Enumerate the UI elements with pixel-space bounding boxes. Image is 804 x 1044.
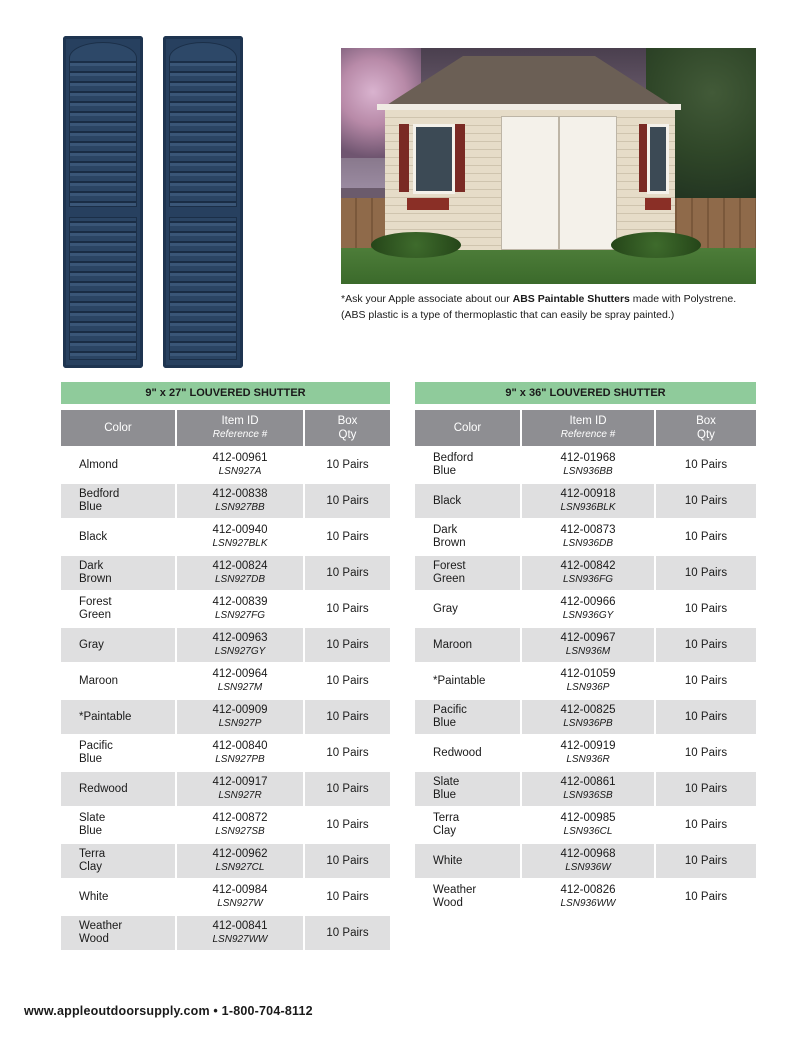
reference-number: LSN927FG <box>214 610 266 621</box>
item-number: 412-00841 <box>212 920 268 932</box>
color-line1: Weather <box>433 884 477 896</box>
cell-color <box>61 448 175 482</box>
color-line2: Blue <box>433 717 457 729</box>
cell-box-qty <box>656 844 756 878</box>
table-row <box>61 448 390 482</box>
qty-value: 10 Pairs <box>326 638 369 651</box>
item-number: 412-00872 <box>212 812 268 824</box>
color-line2: Brown <box>79 573 112 585</box>
qty-value: 10 Pairs <box>326 674 369 687</box>
item-number: 412-00842 <box>560 560 616 572</box>
table-row <box>61 520 390 554</box>
cell-item-id <box>177 700 303 734</box>
reference-number: LSN936DB <box>562 538 614 549</box>
qty-value: 10 Pairs <box>326 926 369 939</box>
cell-color <box>415 700 520 734</box>
item-number: 412-00961 <box>212 452 268 464</box>
qty-value: 10 Pairs <box>684 566 728 579</box>
cell-color <box>415 808 520 842</box>
cell-box-qty <box>656 736 756 770</box>
qty-value: 10 Pairs <box>326 890 369 903</box>
item-number: 412-01968 <box>560 452 616 464</box>
color-line2: Clay <box>433 825 457 837</box>
shutter-image-right <box>163 36 243 368</box>
qty-value: 10 Pairs <box>326 854 369 867</box>
color-line2: Green <box>433 573 465 585</box>
table-row <box>415 628 756 662</box>
table-row <box>415 556 756 590</box>
cell-color <box>415 556 520 590</box>
table-row <box>415 484 756 518</box>
cell-item-id <box>177 448 303 482</box>
item-number: 412-01059 <box>560 668 616 680</box>
cell-color <box>415 592 520 626</box>
item-number: 412-00861 <box>560 776 616 788</box>
table-row <box>61 556 390 590</box>
cell-color <box>61 700 175 734</box>
cell-box-qty <box>305 700 390 734</box>
shutter-image-left <box>63 36 143 368</box>
table-36in <box>415 382 756 914</box>
item-number: 412-00873 <box>560 524 616 536</box>
qty-value: 10 Pairs <box>684 710 728 723</box>
color-line1: White <box>433 854 463 867</box>
item-number: 412-00985 <box>560 812 616 824</box>
table-row <box>61 916 390 950</box>
cell-item-id <box>522 772 654 806</box>
color-line2: Blue <box>79 501 103 513</box>
color-line1: Terra <box>433 812 460 824</box>
cell-box-qty <box>656 448 756 482</box>
cell-item-id <box>522 484 654 518</box>
cell-item-id <box>522 556 654 590</box>
qty-value: 10 Pairs <box>684 782 728 795</box>
cell-box-qty <box>305 736 390 770</box>
reference-number: LSN936CL <box>563 826 613 837</box>
cell-item-id <box>522 880 654 914</box>
reference-number: LSN936M <box>565 646 611 657</box>
color-line1: Slate <box>433 776 460 788</box>
reference-number: LSN927P <box>218 718 262 729</box>
item-number: 412-00919 <box>560 740 616 752</box>
cell-color <box>61 880 175 914</box>
qty-value: 10 Pairs <box>326 818 369 831</box>
cell-item-id <box>177 484 303 518</box>
color-line2: Wood <box>433 897 463 909</box>
item-number: 412-00917 <box>212 776 268 788</box>
reference-number: LSN927PB <box>215 754 265 765</box>
color-line1: Forest <box>433 560 466 572</box>
cell-box-qty <box>656 556 756 590</box>
table-header <box>415 410 756 446</box>
item-number: 412-00966 <box>560 596 616 608</box>
cell-box-qty <box>305 772 390 806</box>
item-number: 412-00909 <box>212 704 268 716</box>
table-row <box>61 772 390 806</box>
color-line1: Slate <box>79 812 106 824</box>
cell-color <box>61 916 175 950</box>
cell-color <box>415 484 520 518</box>
cell-color <box>61 736 175 770</box>
cell-color <box>415 628 520 662</box>
caption-prefix: *Ask your Apple associate about our <box>341 293 513 305</box>
cell-box-qty <box>305 592 390 626</box>
table-row <box>61 880 390 914</box>
cell-item-id <box>177 916 303 950</box>
item-number: 412-00918 <box>560 488 616 500</box>
cell-color <box>415 844 520 878</box>
cell-color <box>61 808 175 842</box>
cell-color <box>415 448 520 482</box>
cell-box-qty <box>305 628 390 662</box>
cell-box-qty <box>656 592 756 626</box>
cell-color <box>61 484 175 518</box>
qty-value: 10 Pairs <box>684 890 728 903</box>
table-row <box>415 844 756 878</box>
cell-item-id <box>177 880 303 914</box>
qty-value: 10 Pairs <box>684 458 728 471</box>
color-line1: Forest <box>79 596 112 608</box>
table-row <box>61 628 390 662</box>
cell-box-qty <box>656 880 756 914</box>
cell-color <box>415 880 520 914</box>
cell-box-qty <box>656 628 756 662</box>
cell-color <box>61 592 175 626</box>
item-number: 412-00825 <box>560 704 616 716</box>
table-row <box>415 664 756 698</box>
cell-color <box>61 520 175 554</box>
reference-number: LSN936R <box>566 754 610 765</box>
color-line1: Maroon <box>433 638 472 651</box>
item-number: 412-00826 <box>560 884 616 896</box>
caption-suffix: made with Polystrene. <box>629 293 737 305</box>
header-item-id: Item ID Reference # <box>522 410 654 446</box>
cell-item-id <box>177 520 303 554</box>
qty-value: 10 Pairs <box>326 530 369 543</box>
color-line2: Brown <box>433 537 466 549</box>
table-row <box>415 736 756 770</box>
item-number: 412-00967 <box>560 632 616 644</box>
table-row <box>415 448 756 482</box>
cell-box-qty <box>305 664 390 698</box>
cell-color <box>61 556 175 590</box>
cell-color <box>61 628 175 662</box>
cell-box-qty <box>305 520 390 554</box>
cell-item-id <box>177 808 303 842</box>
color-line1: Dark <box>433 524 458 536</box>
color-line2: Blue <box>433 465 457 477</box>
header-color: Color <box>61 410 175 446</box>
cell-box-qty <box>656 664 756 698</box>
cell-box-qty <box>305 484 390 518</box>
item-number: 412-00984 <box>212 884 268 896</box>
color-line1: Gray <box>79 638 104 651</box>
reference-number: LSN927W <box>217 898 263 909</box>
table-row <box>415 700 756 734</box>
table-title: 9" x 36" LOUVERED SHUTTER <box>415 382 756 404</box>
reference-number: LSN927GY <box>214 646 266 657</box>
color-line2: Clay <box>79 861 103 873</box>
cell-color <box>415 772 520 806</box>
color-line1: Bedford <box>433 452 474 464</box>
item-number: 412-00964 <box>212 668 268 680</box>
reference-number: LSN936SB <box>563 790 613 801</box>
qty-value: 10 Pairs <box>684 638 728 651</box>
reference-number: LSN936W <box>565 862 611 873</box>
cell-item-id <box>522 448 654 482</box>
table-rows <box>415 448 756 914</box>
cell-box-qty <box>305 880 390 914</box>
cell-item-id <box>522 844 654 878</box>
footer-contact: www.appleoutdoorsupply.com • 1-800-704-8112 <box>24 1004 313 1018</box>
item-number: 412-00838 <box>212 488 268 500</box>
color-line2: Green <box>79 609 111 621</box>
qty-value: 10 Pairs <box>326 458 369 471</box>
item-number: 412-00840 <box>212 740 268 752</box>
cell-box-qty <box>305 916 390 950</box>
color-line1: Weather <box>79 920 123 932</box>
table-row <box>415 592 756 626</box>
table-row <box>61 736 390 770</box>
color-line1: White <box>79 890 109 903</box>
table-header <box>61 410 390 446</box>
color-line2: Wood <box>79 933 109 945</box>
shed-photo <box>341 48 756 284</box>
color-line1: Maroon <box>79 674 118 687</box>
cell-color <box>61 664 175 698</box>
cell-color <box>61 844 175 878</box>
color-line1: Black <box>79 530 108 543</box>
cell-item-id <box>177 556 303 590</box>
table-27in <box>61 382 390 950</box>
color-line1: *Paintable <box>79 710 132 723</box>
cell-item-id <box>522 520 654 554</box>
color-line1: Almond <box>79 458 118 471</box>
table-title: 9" x 27" LOUVERED SHUTTER <box>61 382 390 404</box>
cell-item-id <box>522 736 654 770</box>
cell-color <box>415 520 520 554</box>
qty-value: 10 Pairs <box>326 566 369 579</box>
caption-bold: ABS Paintable Shutters <box>512 293 630 305</box>
cell-item-id <box>522 664 654 698</box>
color-line1: Black <box>433 494 462 507</box>
cell-item-id <box>177 772 303 806</box>
table-row <box>415 520 756 554</box>
cell-box-qty <box>656 808 756 842</box>
header-item-id: Item ID Reference # <box>177 410 303 446</box>
color-line2: Blue <box>433 789 457 801</box>
qty-value: 10 Pairs <box>326 782 369 795</box>
item-number: 412-00940 <box>212 524 268 536</box>
cell-item-id <box>177 592 303 626</box>
color-line1: Redwood <box>433 746 482 759</box>
qty-value: 10 Pairs <box>326 746 369 759</box>
color-line1: Terra <box>79 848 106 860</box>
cell-item-id <box>177 736 303 770</box>
cell-item-id <box>177 664 303 698</box>
cell-color <box>415 736 520 770</box>
reference-number: LSN927BLK <box>212 538 268 549</box>
color-line1: Pacific <box>433 704 467 716</box>
reference-number: LSN936WW <box>560 898 616 909</box>
color-line1: Dark <box>79 560 104 572</box>
paintable-caption <box>341 292 761 323</box>
cell-color <box>61 772 175 806</box>
qty-value: 10 Pairs <box>684 854 728 867</box>
table-row <box>61 664 390 698</box>
reference-number: LSN936BB <box>563 466 613 477</box>
table-rows <box>61 448 390 950</box>
item-number: 412-00839 <box>212 596 268 608</box>
qty-value: 10 Pairs <box>684 494 728 507</box>
table-row <box>61 484 390 518</box>
cell-box-qty <box>305 448 390 482</box>
cell-item-id <box>522 592 654 626</box>
cell-box-qty <box>305 844 390 878</box>
reference-number: LSN936FG <box>562 574 614 585</box>
caption-line2: (ABS plastic is a type of thermoplastic that can easily be spray painted.) <box>341 308 675 321</box>
table-row <box>415 772 756 806</box>
cell-item-id <box>522 628 654 662</box>
table-row <box>415 880 756 914</box>
reference-number: LSN927SB <box>215 826 265 837</box>
cell-item-id <box>177 844 303 878</box>
qty-value: 10 Pairs <box>684 530 728 543</box>
reference-number: LSN927R <box>218 790 262 801</box>
reference-number: LSN936PB <box>563 718 613 729</box>
table-row <box>61 844 390 878</box>
color-line1: *Paintable <box>433 674 486 687</box>
header-box-qty: Box Qty <box>305 410 390 446</box>
reference-number: LSN927M <box>217 682 263 693</box>
cell-color <box>415 664 520 698</box>
item-number: 412-00968 <box>560 848 616 860</box>
color-line1: Pacific <box>79 740 113 752</box>
qty-value: 10 Pairs <box>326 602 369 615</box>
cell-box-qty <box>656 520 756 554</box>
color-line1: Redwood <box>79 782 128 795</box>
cell-box-qty <box>656 484 756 518</box>
color-line1: Gray <box>433 602 458 615</box>
qty-value: 10 Pairs <box>326 710 369 723</box>
cell-box-qty <box>656 772 756 806</box>
item-number: 412-00963 <box>212 632 268 644</box>
reference-number: LSN927DB <box>214 574 266 585</box>
color-line2: Blue <box>79 825 103 837</box>
reference-number: LSN927BB <box>215 502 265 513</box>
reference-number: LSN927WW <box>212 934 268 945</box>
cell-item-id <box>522 700 654 734</box>
item-number: 412-00824 <box>212 560 268 572</box>
item-number: 412-00962 <box>212 848 268 860</box>
reference-number: LSN927CL <box>215 862 265 873</box>
qty-value: 10 Pairs <box>684 746 728 759</box>
header-box-qty: Box Qty <box>656 410 756 446</box>
header-color: Color <box>415 410 520 446</box>
cell-box-qty <box>305 808 390 842</box>
table-row <box>415 808 756 842</box>
reference-number: LSN936GY <box>562 610 614 621</box>
cell-item-id <box>177 628 303 662</box>
cell-item-id <box>522 808 654 842</box>
reference-number: LSN927A <box>218 466 262 477</box>
qty-value: 10 Pairs <box>326 494 369 507</box>
table-row <box>61 808 390 842</box>
qty-value: 10 Pairs <box>684 674 728 687</box>
color-line1: Bedford <box>79 488 120 500</box>
qty-value: 10 Pairs <box>684 602 728 615</box>
table-row <box>61 700 390 734</box>
reference-number: LSN936BLK <box>560 502 616 513</box>
cell-box-qty <box>305 556 390 590</box>
qty-value: 10 Pairs <box>684 818 728 831</box>
reference-number: LSN936P <box>566 682 610 693</box>
color-line2: Blue <box>79 753 103 765</box>
cell-box-qty <box>656 700 756 734</box>
table-row <box>61 592 390 626</box>
